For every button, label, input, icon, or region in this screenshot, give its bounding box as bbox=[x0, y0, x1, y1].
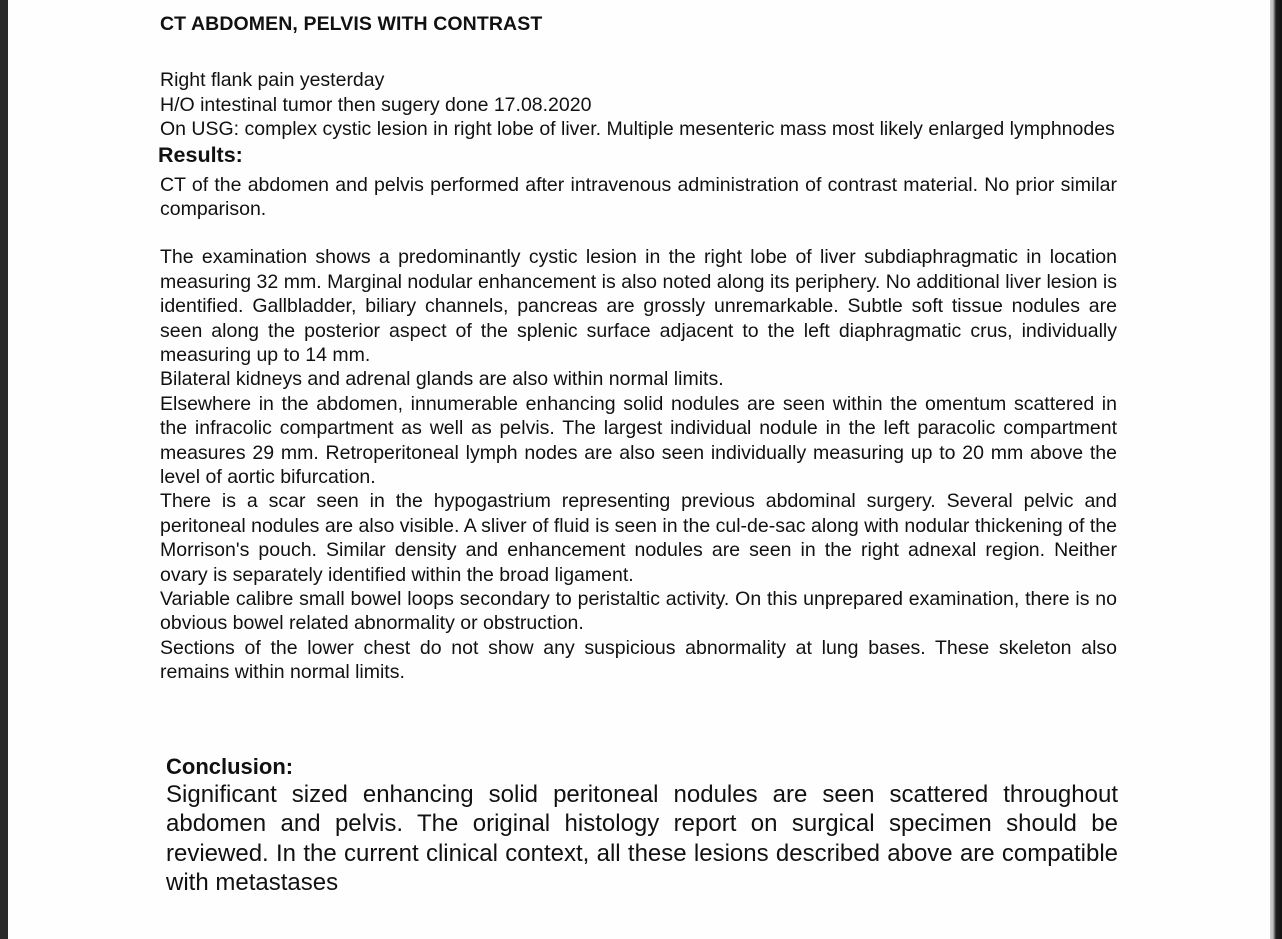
document-page bbox=[8, 0, 1270, 939]
conclusion-section bbox=[166, 753, 1118, 897]
report-body bbox=[160, 12, 1117, 685]
results-paragraph: The examination shows a predominantly cystic lesion in the right lobe of liver subdiaphragmatic in location measuring 32 mm. Marginal nodular enhancement is also noted along its periphery. No additional liver lesion is identified. Gallbladder, biliary channels, pancreas are grossly unremarkable. Subtle soft tissue nodules are seen along the posterior aspect of the splenic surface adjacent to the left diaphragmatic crus, individually measuring up to 14 mm. bbox=[160, 246, 1117, 366]
results-paragraph: There is a scar seen in the hypogastrium representing previous abdominal surgery. Several pelvic and peritoneal nodules are also visible. A sliver of fluid is seen in the cul-de-sac along with nodular thickening of the Morrison's pouch. Similar density and enhancement nodules are seen in the right adnexal region. Neither ovary is separately identified within the broad ligament. bbox=[160, 490, 1117, 586]
clinical-history bbox=[160, 68, 1117, 142]
results-paragraph: Elsewhere in the abdomen, innumerable enhancing solid nodules are seen within the omentum scattered in the infracolic compartment as well as pelvis. The largest individual nodule in the left paracolic compartment measures 29 mm. Retroperitoneal lymph nodes are also seen individually measuring up to 20 mm above the level of aortic bifurcation. bbox=[160, 392, 1117, 488]
results-paragraph: CT of the abdomen and pelvis performed after intravenous administration of contrast material. No prior similar comparison. bbox=[160, 173, 1117, 220]
conclusion-heading: Conclusion: bbox=[166, 754, 294, 779]
conclusion-text: Significant sized enhancing solid peritoneal nodules are seen scattered throughout abdomen and pelvis. The original histology report on surgical specimen should be reviewed. In the current clinical context, all these lesions described above are compatible with metastases bbox=[166, 781, 1118, 896]
results-paragraph: Variable calibre small bowel loops secondary to peristaltic activity. On this unprepared examination, there is no obvious bowel related abnormality or obstruction. bbox=[160, 588, 1117, 635]
page-edge-shadow bbox=[1270, 0, 1282, 939]
report-title: CT ABDOMEN, PELVIS WITH CONTRAST bbox=[160, 13, 543, 35]
history-line: Right flank pain yesterday bbox=[160, 69, 385, 91]
results-paragraph: Sections of the lower chest do not show any suspicious abnormality at lung bases. These skeleton also remains within normal limits. bbox=[160, 636, 1117, 684]
history-line: H/O intestinal tumor then sugery done 17.08.2020 bbox=[160, 93, 592, 116]
results-paragraph: Bilateral kidneys and adrenal glands are also within normal limits. bbox=[160, 368, 724, 391]
history-line: On USG: complex cystic lesion in right lobe of liver. Multiple mesenteric mass most likely enlarged lymphnodes bbox=[160, 118, 1115, 140]
results-heading: Results: bbox=[158, 142, 243, 167]
